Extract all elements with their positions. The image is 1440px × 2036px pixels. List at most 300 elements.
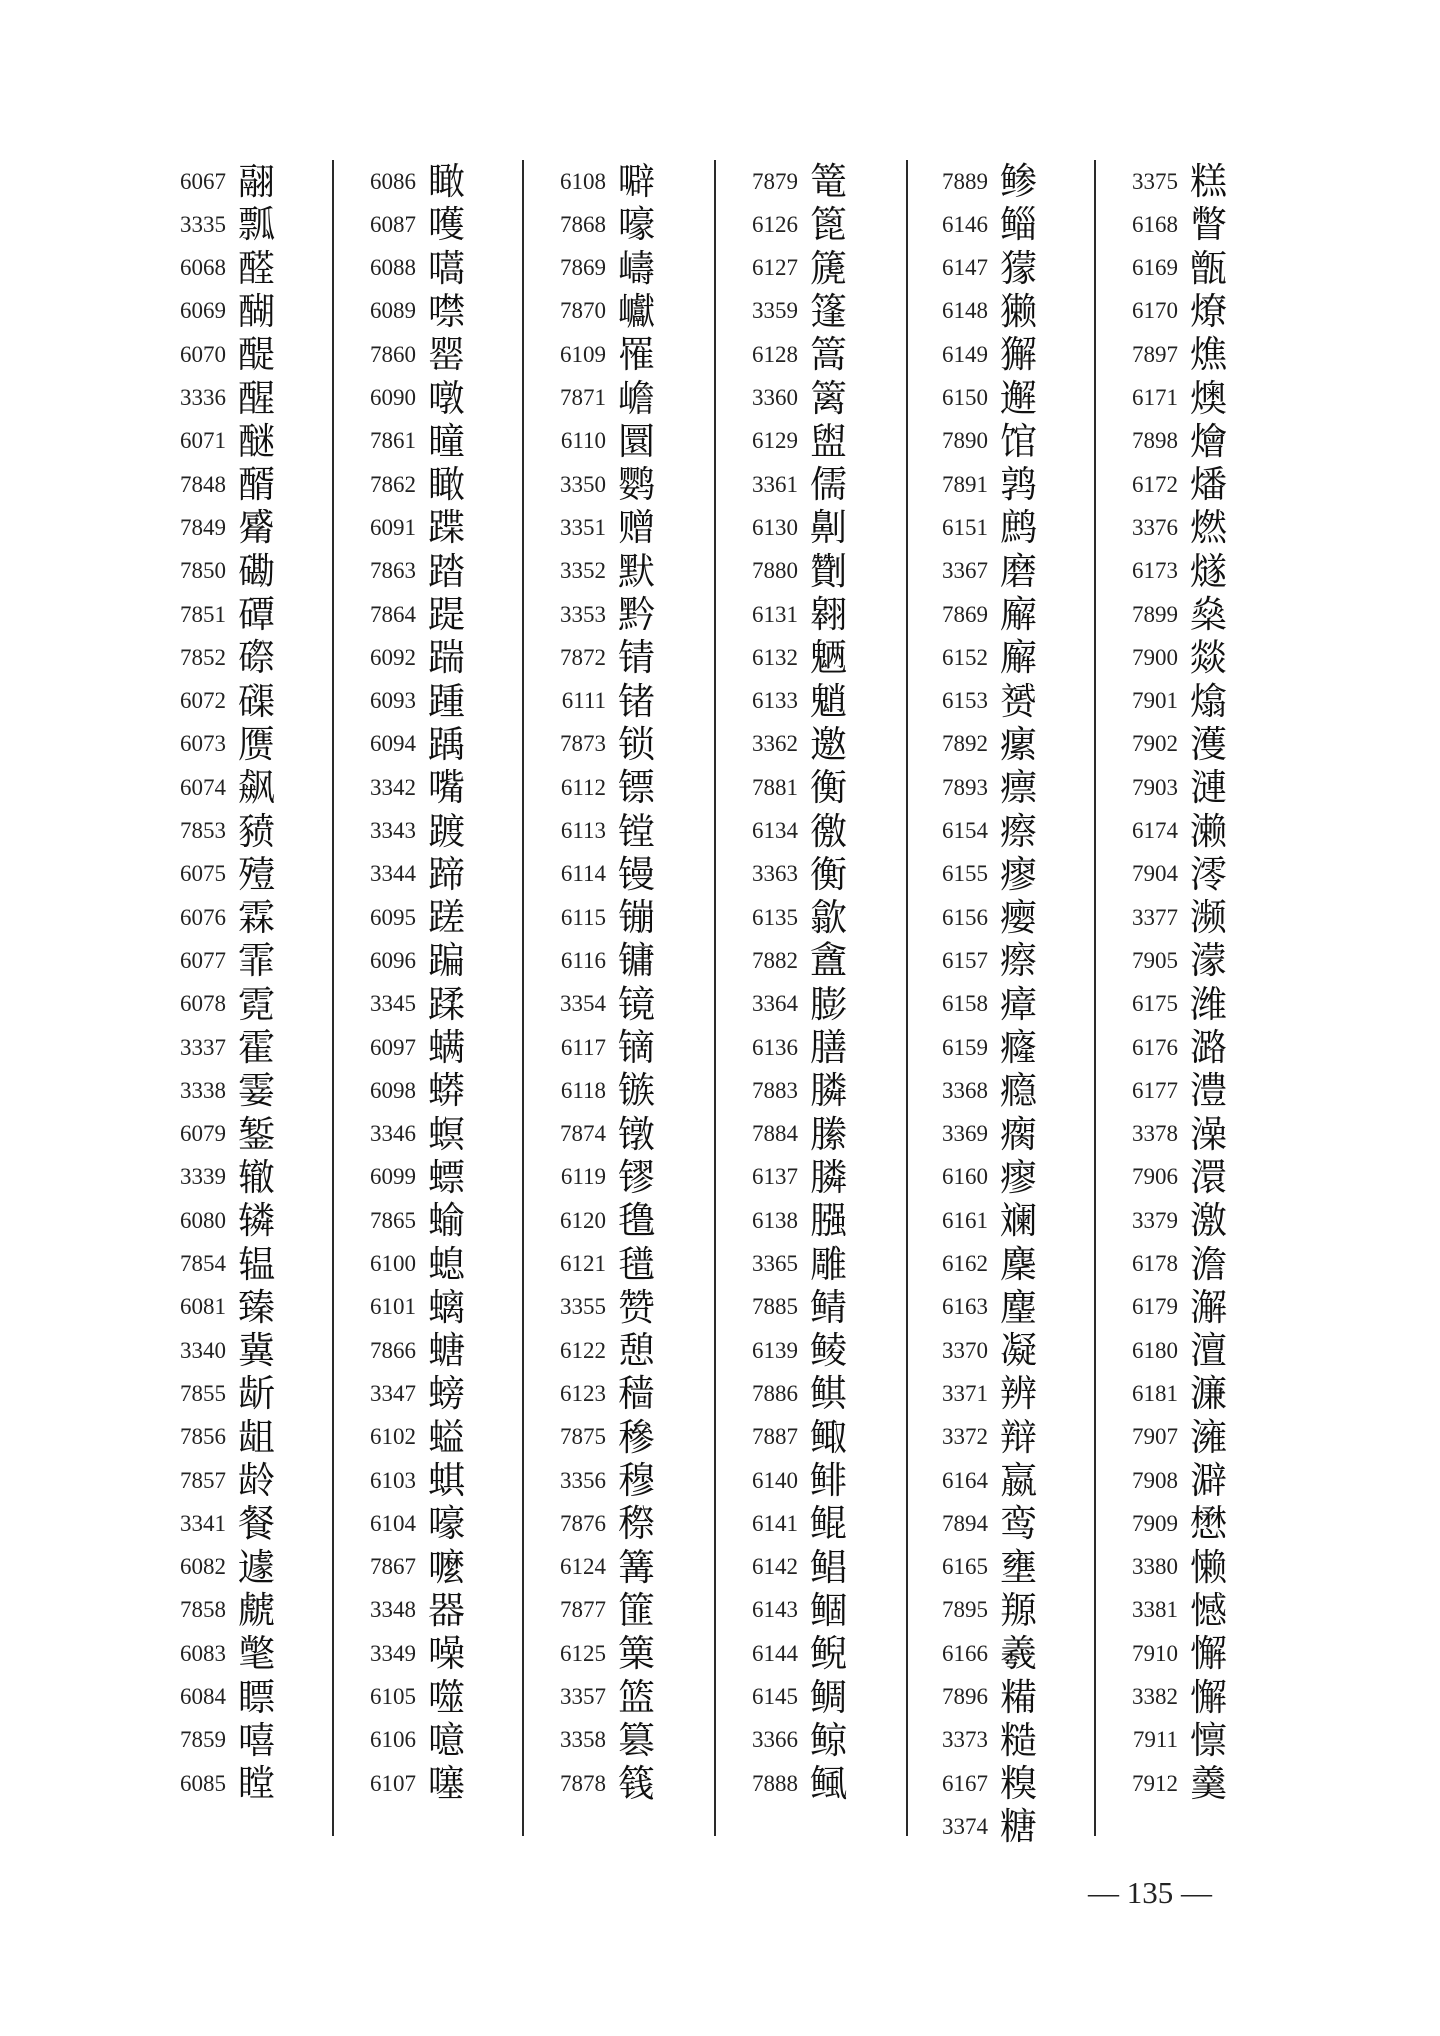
list-item [922, 1459, 1037, 1502]
character: 磨 [1000, 549, 1037, 593]
list-item [732, 1069, 847, 1112]
char-code: 3370 [942, 1337, 988, 1363]
character: 鲷 [810, 1675, 847, 1719]
character: 燠 [1190, 376, 1227, 420]
list-item [350, 550, 465, 593]
list-item [922, 377, 1037, 420]
character: 篡 [618, 1718, 655, 1762]
character: 燔 [1190, 463, 1227, 507]
char-code: 7877 [560, 1597, 606, 1623]
char-code: 6171 [1132, 385, 1178, 410]
char-code: 6165 [942, 1554, 988, 1580]
character: 嘻 [238, 1718, 275, 1762]
character: 獭 [1000, 289, 1037, 333]
list-item [540, 160, 655, 203]
character: 澶 [1190, 1329, 1227, 1373]
character: 凝 [1000, 1329, 1037, 1373]
list-item [540, 290, 655, 333]
list-item [540, 939, 655, 982]
char-code: 6096 [370, 947, 416, 973]
list-item [732, 290, 847, 333]
character: 鹧 [1000, 506, 1037, 550]
char-code: 7856 [180, 1424, 226, 1450]
character: 鲵 [810, 1632, 847, 1676]
character: 嬴 [1000, 1459, 1037, 1502]
list-item [732, 1632, 847, 1675]
character: 锁 [618, 722, 655, 766]
character: 羲 [1000, 1632, 1037, 1676]
list-item [540, 1156, 655, 1199]
column-2 [350, 160, 524, 1836]
char-code: 6178 [1132, 1251, 1178, 1276]
character: 鹑 [1000, 463, 1037, 507]
character: 膙 [810, 1199, 847, 1243]
list-item [350, 160, 465, 203]
char-code: 3345 [370, 991, 416, 1017]
character: 徼 [810, 809, 847, 853]
char-code: 6110 [560, 428, 606, 454]
list-item [732, 1156, 847, 1199]
character: 鲱 [810, 1459, 847, 1502]
list-item [1112, 160, 1227, 203]
list-item [732, 983, 847, 1026]
character: 醑 [238, 463, 275, 507]
char-code: 6124 [560, 1554, 606, 1580]
character: 霎 [238, 1069, 275, 1113]
character: 澡 [1190, 1112, 1227, 1156]
list-item [732, 896, 847, 939]
char-code: 6135 [752, 904, 798, 930]
list-item [160, 1372, 275, 1415]
char-code: 6160 [942, 1164, 988, 1190]
character: 醚 [238, 419, 275, 463]
list-item [1112, 247, 1227, 290]
list-item [732, 506, 847, 549]
char-code: 6072 [180, 688, 226, 714]
char-code: 6090 [370, 385, 416, 410]
character: 劓 [810, 506, 847, 550]
list-item [540, 550, 655, 593]
char-code: 6067 [180, 168, 226, 194]
list-item [160, 939, 275, 982]
char-code: 3348 [370, 1597, 416, 1623]
character: 赝 [238, 722, 275, 766]
char-code: 7874 [560, 1121, 606, 1147]
character: 默 [618, 549, 655, 593]
char-code: 3352 [560, 558, 606, 584]
list-item [732, 939, 847, 982]
character: 縢 [810, 1112, 847, 1156]
char-code: 7864 [370, 601, 416, 627]
character: 蹄 [428, 852, 465, 896]
character: 濛 [1190, 939, 1227, 983]
list-item [540, 1329, 655, 1372]
list-item [350, 247, 465, 290]
char-code: 7857 [180, 1467, 226, 1493]
char-code: 6179 [1132, 1294, 1178, 1320]
char-code: 6130 [752, 514, 798, 540]
char-code: 6104 [370, 1510, 416, 1536]
char-code: 7901 [1132, 688, 1178, 714]
char-code: 6153 [942, 688, 988, 714]
character: 鲻 [1000, 203, 1037, 247]
list-item [540, 1762, 655, 1805]
char-code: 6076 [180, 904, 226, 930]
list-item [160, 333, 275, 376]
character: 嶦 [618, 376, 655, 420]
list-item [540, 1372, 655, 1415]
list-item [922, 1156, 1037, 1199]
list-item [1112, 1372, 1227, 1415]
char-code: 3342 [370, 774, 416, 800]
character: 蜞 [428, 1459, 465, 1502]
character: 澴 [1190, 1155, 1227, 1199]
character: 霖 [238, 896, 275, 940]
character: 镛 [618, 939, 655, 983]
char-code: 7890 [942, 428, 988, 454]
character: 螃 [428, 1372, 465, 1416]
character: 镚 [618, 896, 655, 940]
char-code: 3359 [752, 298, 798, 324]
character: 踽 [428, 722, 465, 766]
character: 獴 [1000, 246, 1037, 290]
list-item [1112, 1762, 1227, 1805]
list-item [540, 766, 655, 809]
char-code: 6071 [180, 428, 226, 454]
list-item [350, 1589, 465, 1632]
char-code: 6140 [752, 1467, 798, 1493]
list-item [350, 420, 465, 463]
list-item [922, 810, 1037, 853]
char-code: 6100 [370, 1251, 416, 1276]
character: 雕 [810, 1242, 847, 1286]
character: 瞠 [238, 1762, 275, 1806]
char-code: 6143 [752, 1597, 798, 1623]
char-code: 6136 [752, 1034, 798, 1060]
character: 魈 [810, 679, 847, 723]
char-code: 3337 [180, 1034, 226, 1060]
list-item [350, 1113, 465, 1156]
character: 廨 [1000, 636, 1037, 680]
list-item [160, 506, 275, 549]
char-code: 6173 [1132, 558, 1178, 584]
char-code: 3376 [1132, 514, 1178, 540]
list-item [160, 1329, 275, 1372]
char-code: 6151 [942, 514, 988, 540]
char-code: 6128 [752, 341, 798, 367]
char-code: 6118 [560, 1077, 606, 1103]
character: 醛 [238, 246, 275, 290]
char-code: 6114 [560, 861, 606, 887]
char-code: 6156 [942, 904, 988, 930]
char-code: 7896 [942, 1684, 988, 1709]
list-item [350, 1719, 465, 1762]
list-item [922, 1329, 1037, 1372]
list-item [350, 680, 465, 723]
character: 嚄 [428, 203, 465, 247]
character: 瘾 [1000, 1069, 1037, 1113]
list-item [922, 247, 1037, 290]
list-item [1112, 203, 1227, 246]
character: 龄 [238, 1459, 275, 1502]
char-code: 6154 [942, 818, 988, 843]
list-item [922, 203, 1037, 246]
character: 穆 [618, 1459, 655, 1502]
list-item [540, 420, 655, 463]
list-item [1112, 1286, 1227, 1329]
list-item [160, 983, 275, 1026]
char-code: 6095 [370, 904, 416, 930]
char-code: 7883 [752, 1077, 798, 1103]
list-item [350, 290, 465, 333]
column-1 [160, 160, 334, 1836]
char-code: 7905 [1132, 947, 1178, 973]
character: 濑 [1190, 809, 1227, 853]
list-item [922, 333, 1037, 376]
column-3 [540, 160, 716, 1836]
list-item [922, 1372, 1037, 1415]
character: 糒 [1000, 1675, 1037, 1719]
list-item [1112, 1069, 1227, 1112]
character: 獬 [1000, 333, 1037, 377]
char-code: 6158 [942, 991, 988, 1017]
char-code: 3367 [942, 558, 988, 584]
list-item [350, 1329, 465, 1372]
char-code: 6146 [942, 211, 988, 237]
character: 篪 [810, 246, 847, 290]
char-code: 3346 [370, 1121, 416, 1147]
character: 篯 [618, 1762, 655, 1806]
list-item [732, 1113, 847, 1156]
char-code: 3361 [752, 471, 798, 497]
character: 鲯 [810, 1372, 847, 1416]
character: 氅 [238, 1632, 275, 1676]
list-item [540, 1632, 655, 1675]
list-item [1112, 1156, 1227, 1199]
list-item [160, 1676, 275, 1719]
list-item [732, 766, 847, 809]
char-code: 7909 [1132, 1510, 1178, 1536]
list-item [160, 463, 275, 506]
char-code: 6068 [180, 255, 226, 281]
character: 辚 [238, 1199, 275, 1243]
character: 嚆 [428, 246, 465, 290]
list-item [1112, 377, 1227, 420]
column-4 [732, 160, 908, 1836]
list-item [1112, 420, 1227, 463]
list-item [732, 810, 847, 853]
character: 螅 [428, 1242, 465, 1286]
character: 踹 [428, 636, 465, 680]
list-item [160, 1026, 275, 1069]
character: 鸾 [1000, 1502, 1037, 1546]
character: 殪 [238, 852, 275, 896]
char-code: 3347 [370, 1380, 416, 1406]
character: 磜 [238, 636, 275, 680]
char-code: 7906 [1132, 1164, 1178, 1190]
character: 螠 [428, 1415, 465, 1459]
char-code: 6103 [370, 1467, 416, 1493]
list-item [732, 1416, 847, 1459]
char-code: 7865 [370, 1207, 416, 1233]
char-code: 7854 [180, 1251, 226, 1276]
character: 憩 [618, 1329, 655, 1373]
character: 鲹 [1000, 160, 1037, 203]
char-code: 7876 [560, 1510, 606, 1536]
char-code: 7911 [1132, 1727, 1178, 1753]
char-code: 6131 [752, 601, 798, 627]
character: 镦 [618, 1112, 655, 1156]
character: 噻 [428, 1762, 465, 1806]
list-item [1112, 1113, 1227, 1156]
character: 龂 [238, 1372, 275, 1416]
list-item [350, 766, 465, 809]
character: 懒 [1190, 1545, 1227, 1589]
char-code: 6093 [370, 688, 416, 714]
character: 镝 [618, 1026, 655, 1069]
character: 磹 [238, 593, 275, 636]
char-code: 7851 [180, 601, 226, 627]
character: 癃 [1000, 1026, 1037, 1069]
character: 镞 [618, 1069, 655, 1113]
character: 篙 [810, 333, 847, 377]
character: 憾 [1190, 1588, 1227, 1632]
character: 燚 [1190, 636, 1227, 680]
list-item [350, 377, 465, 420]
char-code: 6159 [942, 1034, 988, 1060]
list-item [1112, 810, 1227, 853]
list-item [1112, 1632, 1227, 1675]
char-code: 7860 [370, 341, 416, 367]
char-code: 6155 [942, 861, 988, 887]
char-code: 6144 [752, 1640, 798, 1666]
list-item [922, 1199, 1037, 1242]
char-code: 6081 [180, 1294, 226, 1320]
char-code: 6120 [560, 1207, 606, 1233]
list-item [922, 1026, 1037, 1069]
list-item [160, 853, 275, 896]
char-code: 3373 [942, 1727, 988, 1753]
list-item [540, 1416, 655, 1459]
list-item [540, 1113, 655, 1156]
char-code: 3360 [752, 385, 798, 410]
char-code: 6147 [942, 255, 988, 281]
character: 瘵 [1000, 809, 1037, 853]
list-item [350, 506, 465, 549]
char-code: 3341 [180, 1510, 226, 1536]
character: 蹁 [428, 939, 465, 983]
list-item [350, 1156, 465, 1199]
list-item [922, 290, 1037, 333]
char-code: 6133 [752, 688, 798, 714]
list-item [1112, 333, 1227, 376]
character: 穑 [618, 1372, 655, 1416]
list-item [922, 853, 1037, 896]
character: 霓 [238, 982, 275, 1026]
char-code: 7892 [942, 731, 988, 757]
char-code: 6075 [180, 861, 226, 887]
char-code: 3349 [370, 1640, 416, 1666]
char-code: 6115 [560, 904, 606, 930]
char-code: 3371 [942, 1380, 988, 1406]
character: 衡 [810, 766, 847, 810]
list-item [922, 896, 1037, 939]
list-item [160, 160, 275, 203]
list-item [350, 333, 465, 376]
char-code: 7866 [370, 1337, 416, 1363]
list-item [922, 1502, 1037, 1545]
list-item [922, 1719, 1037, 1762]
list-item [540, 333, 655, 376]
list-item [732, 1199, 847, 1242]
char-code: 7870 [560, 298, 606, 324]
character: 甑 [1190, 246, 1227, 290]
char-code: 6169 [1132, 255, 1178, 281]
character: 濂 [1190, 1372, 1227, 1416]
char-code: 7888 [752, 1770, 798, 1796]
list-item [922, 593, 1037, 636]
char-code: 7861 [370, 428, 416, 454]
list-item [540, 203, 655, 246]
list-item [1112, 1416, 1227, 1459]
char-code: 7863 [370, 558, 416, 584]
character: 漣 [1190, 766, 1227, 810]
list-item [350, 939, 465, 982]
character: 龃 [238, 1415, 275, 1459]
char-code: 6094 [370, 731, 416, 757]
char-code: 7891 [942, 471, 988, 497]
char-code: 3375 [1132, 168, 1178, 194]
char-code: 6084 [180, 1684, 226, 1709]
list-item [732, 420, 847, 463]
character: 衡 [810, 852, 847, 896]
list-item [160, 896, 275, 939]
character: 嘴 [428, 766, 465, 810]
list-item [922, 160, 1037, 203]
char-code: 6127 [752, 255, 798, 281]
list-item [540, 1243, 655, 1286]
list-item [350, 203, 465, 246]
character: 餐 [238, 1502, 275, 1546]
char-code: 6150 [942, 385, 988, 410]
char-code: 6139 [752, 1337, 798, 1363]
character: 糖 [1000, 1805, 1037, 1849]
character: 氇 [618, 1199, 655, 1243]
char-code: 3364 [752, 991, 798, 1017]
character: 熻 [1190, 679, 1227, 723]
list-item [160, 1762, 275, 1805]
character: 儒 [810, 463, 847, 507]
char-code: 6170 [1132, 298, 1178, 324]
character: 篦 [810, 203, 847, 247]
list-item [160, 1589, 275, 1632]
character: 镠 [618, 1155, 655, 1199]
page-number: — 135 — [1088, 1875, 1212, 1910]
list-item [160, 377, 275, 420]
char-code: 6181 [1132, 1380, 1178, 1406]
list-item [540, 1589, 655, 1632]
list-item [350, 1243, 465, 1286]
list-item [160, 1719, 275, 1762]
char-code: 6126 [752, 211, 798, 237]
character: 糗 [1000, 1762, 1037, 1806]
list-item [1112, 1676, 1227, 1719]
list-item [1112, 1459, 1227, 1502]
char-code: 6089 [370, 298, 416, 324]
char-code: 3358 [560, 1727, 606, 1753]
char-code: 6102 [370, 1424, 416, 1450]
character: 燋 [1190, 333, 1227, 377]
